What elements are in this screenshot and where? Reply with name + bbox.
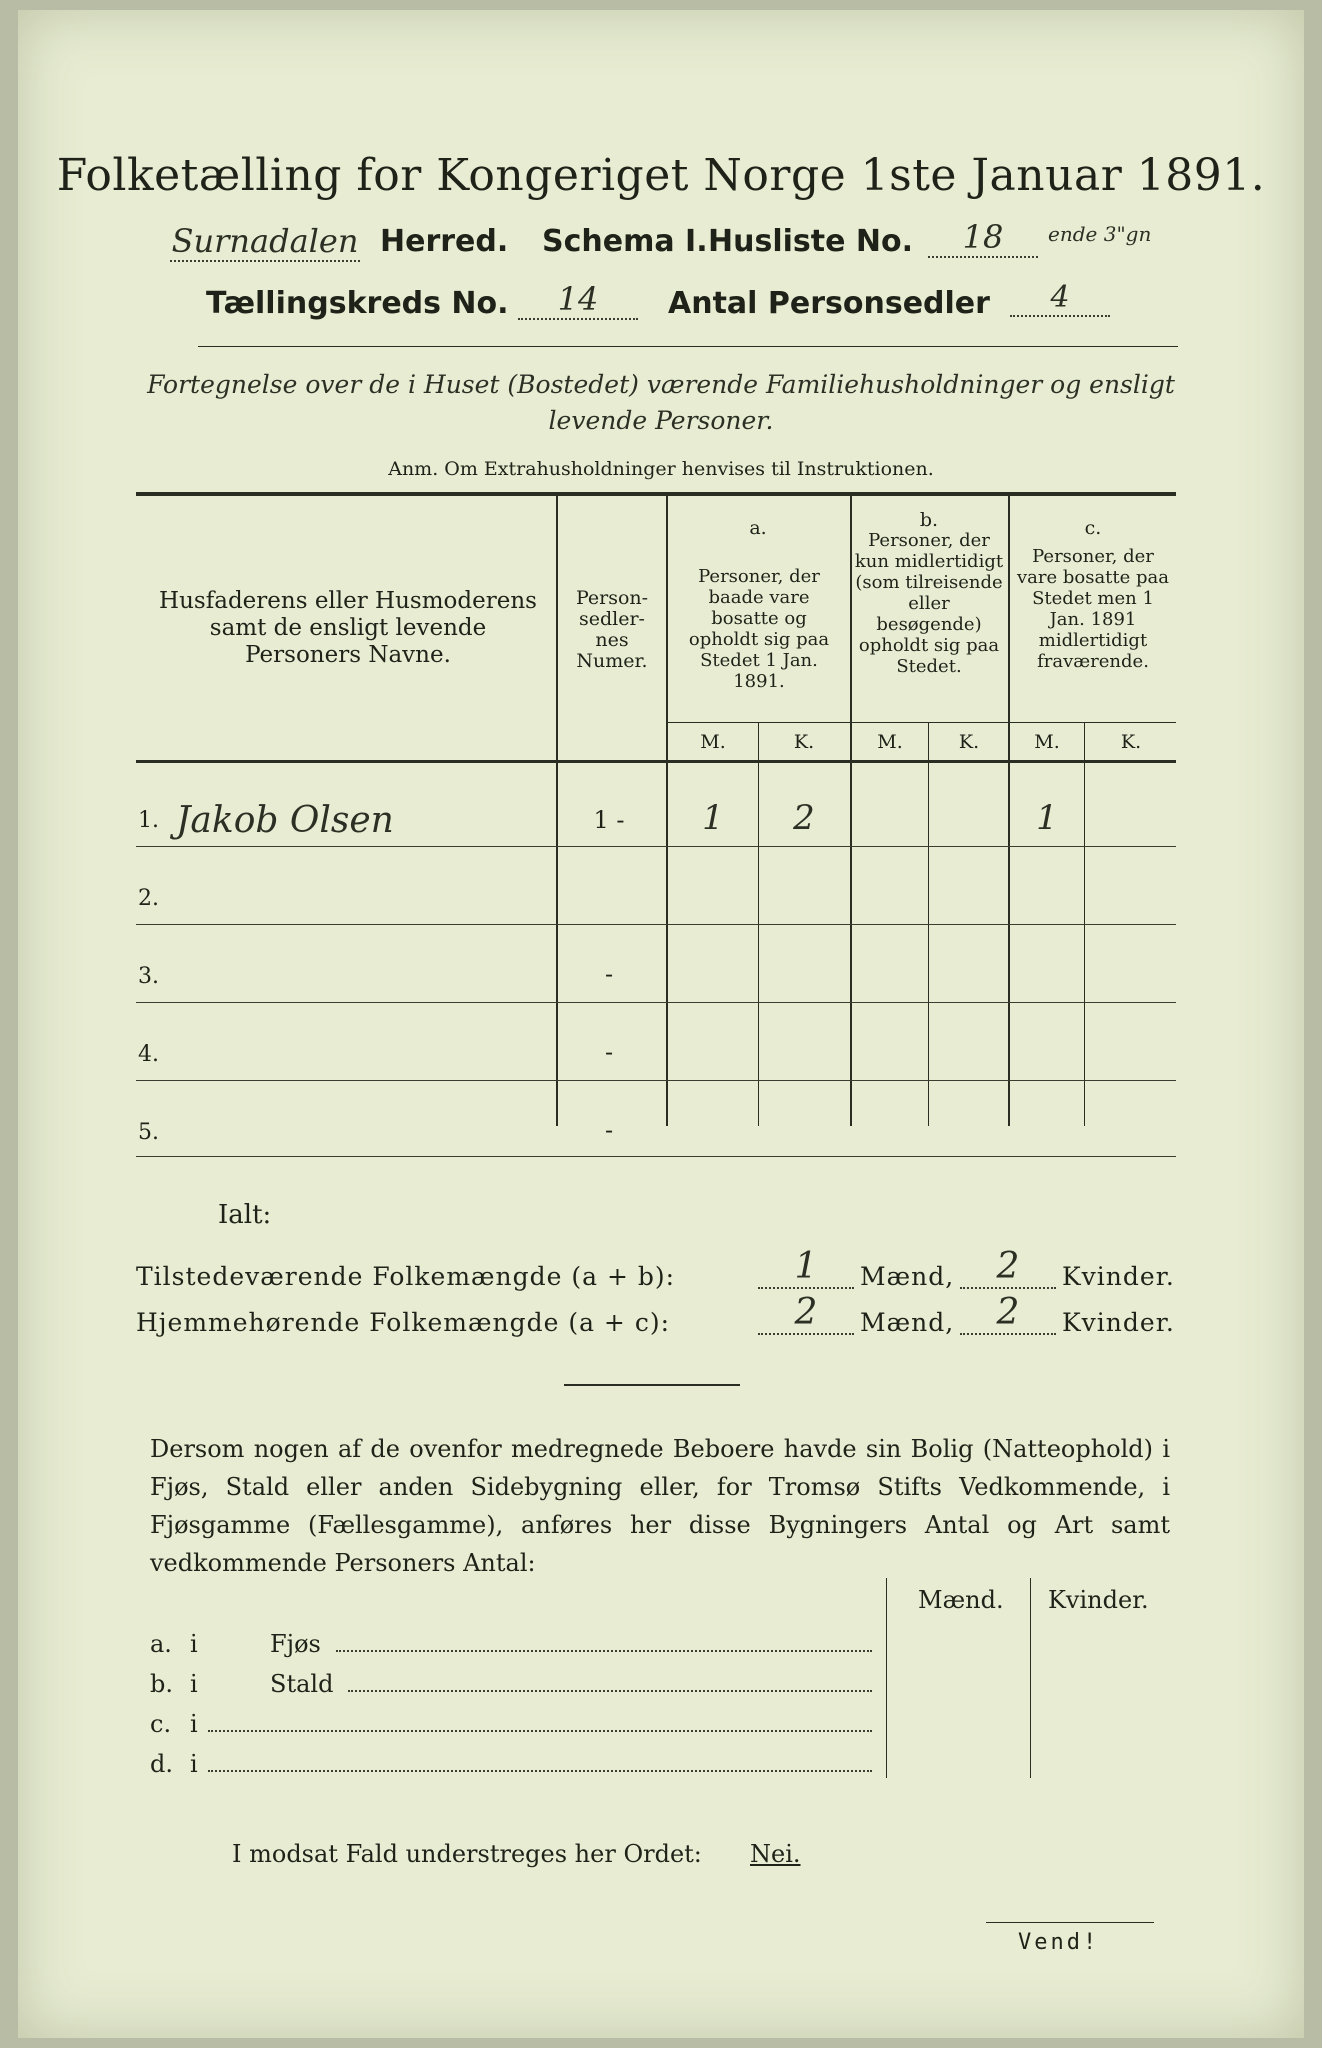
row-line-1 <box>136 846 1176 847</box>
sidebygning-paragraph: Dersom nogen af de ovenfor medregnede Beboere havde sin Bolig (Natteophold) i Fjøs, Stald eller anden Sidebygning eller, for Tromsø Stifts Vedkommende, i Fjøsgamme (Fællesgamme), anføres her disse Bygningers Antal og Art samt vedkommende Personers Antal: <box>150 1435 1170 1577</box>
row-1-numer: 1 - <box>593 806 625 834</box>
bldg-divider-1 <box>886 1578 887 1778</box>
tilstede-maend: 1 <box>758 1246 854 1289</box>
bldg-row-b-line <box>348 1690 872 1692</box>
row-1-name: Jakob Olsen <box>176 800 394 841</box>
tilstede-label: Tilstedeværende Folkemængde (a + b): <box>136 1262 676 1291</box>
tilstede-kvinder-word: Kvinder. <box>1062 1262 1175 1291</box>
mk-subheader-rule <box>668 722 1176 723</box>
vend-label: Vend! <box>1018 1930 1100 1955</box>
b-m-label: M. <box>877 731 903 753</box>
form-title: Folketælling for Kongeriget Norge 1ste Januar 1891. <box>56 150 1266 201</box>
tilstede-kvinder: 2 <box>960 1246 1056 1289</box>
footer-instruction: I modsat Fald understreges her Ordet: <box>232 1840 702 1868</box>
row-1-c-m: 1 <box>1036 798 1058 838</box>
bldg-row-a-i: i <box>190 1630 198 1658</box>
a-m-label: M. <box>700 731 726 753</box>
bldg-row-d-letter: d. <box>150 1750 173 1778</box>
bldg-row-d-i: i <box>190 1750 198 1778</box>
row-3-numer: - <box>604 960 614 988</box>
taellingskreds-value: 14 <box>518 280 638 320</box>
husliste-note: ende 3"gn <box>1048 222 1152 246</box>
row-3-number: 3. <box>138 964 159 989</box>
row-5-number: 5. <box>138 1120 159 1145</box>
section-divider <box>564 1384 740 1386</box>
personsedler-value: 4 <box>1010 280 1110 317</box>
bldg-row-a-label: Fjøs <box>270 1630 321 1658</box>
bldg-row-d-line <box>208 1770 872 1772</box>
personsedler-label: Antal Personsedler <box>668 286 990 321</box>
c-m-label: M. <box>1034 731 1060 753</box>
a-k-label: K. <box>793 731 815 753</box>
herred-label: Herred. <box>380 224 509 259</box>
hjemme-maend-word: Mænd, <box>860 1308 955 1337</box>
bldg-row-c-letter: c. <box>150 1710 172 1738</box>
row-line-4 <box>136 1080 1176 1081</box>
bldg-row-b-i: i <box>190 1670 198 1698</box>
col-numer-header: Person-sedler-nes Numer. <box>575 587 649 672</box>
ialt-label: Ialt: <box>218 1200 272 1230</box>
col-c-header: Personer, der vare bosatte paa Stedet men 1 Jan. 1891 midlertidigt fraværende. <box>1016 546 1170 672</box>
row-2-number: 2. <box>138 886 159 911</box>
row-line-5 <box>136 1156 1176 1157</box>
bldg-divider-2 <box>1030 1578 1031 1778</box>
husliste-label: Husliste No. <box>708 224 913 259</box>
col-names-header: Husfaderens eller Husmoderens samt de ensligt levende Personers Navne. <box>159 588 537 668</box>
herred-value: Surnadalen <box>171 222 359 260</box>
hjemme-maend: 2 <box>758 1292 854 1335</box>
subtitle-line2: levende Personer. <box>548 406 774 435</box>
footer-nei: Nei. <box>750 1840 801 1868</box>
subtitle-line1: Fortegnelse over de i Huset (Bostedet) værende Familiehusholdninger og ensligt <box>147 370 1175 399</box>
b-k-label: K. <box>958 731 980 753</box>
row-1-a-m: 1 <box>702 798 724 838</box>
col-a-header: Personer, der baade vare bosatte og opholdt sig paa Stedet 1 Jan. 1891. <box>688 566 830 692</box>
bldg-row-c-line <box>208 1730 872 1732</box>
row-line-3 <box>136 1002 1176 1003</box>
row-1-a-k: 2 <box>793 798 815 838</box>
bldg-row-a-letter: a. <box>150 1630 172 1658</box>
vend-rule <box>986 1922 1154 1923</box>
bldg-row-a-line <box>336 1650 872 1652</box>
col-c-letter: c. <box>1084 517 1102 539</box>
col-b-letter: b. <box>919 509 939 531</box>
bldg-row-b-label: Stald <box>270 1670 334 1698</box>
schema-label: Schema I. <box>542 224 708 259</box>
row-1-number: 1. <box>138 808 159 833</box>
bldg-maend-header: Mænd. <box>918 1586 1004 1614</box>
row-4-numer: - <box>604 1038 614 1066</box>
col-divider-1 <box>556 496 558 1126</box>
bldg-kvinder-header: Kvinder. <box>1048 1586 1149 1614</box>
table-top-rule <box>136 492 1176 496</box>
header-divider <box>198 346 1178 347</box>
c-k-label: K. <box>1120 731 1142 753</box>
hjemme-kvinder-word: Kvinder. <box>1062 1308 1175 1337</box>
taellingskreds-label: Tællingskreds No. <box>206 286 509 321</box>
anm-note: Anm. Om Extrahusholdninger henvises til Instruktionen. <box>388 458 934 480</box>
col-divider-3 <box>850 496 852 1126</box>
bldg-row-c-i: i <box>190 1710 198 1738</box>
census-form-page <box>18 10 1304 2038</box>
row-5-numer: - <box>604 1116 614 1144</box>
tilstede-maend-word: Mænd, <box>860 1262 955 1291</box>
hjemme-label: Hjemmehørende Folkemængde (a + c): <box>136 1308 670 1337</box>
hjemme-kvinder: 2 <box>960 1292 1056 1335</box>
table-header-bottom-rule <box>136 760 1176 763</box>
row-line-2 <box>136 924 1176 925</box>
col-a-letter: a. <box>749 517 767 539</box>
husliste-value: 18 <box>928 218 1038 258</box>
col-b-header: Personer, der kun midlertidigt (som tilreisende eller besøgende) opholdt sig paa Stedet. <box>854 530 1004 677</box>
row-4-number: 4. <box>138 1042 159 1067</box>
bldg-row-b-letter: b. <box>150 1670 173 1698</box>
